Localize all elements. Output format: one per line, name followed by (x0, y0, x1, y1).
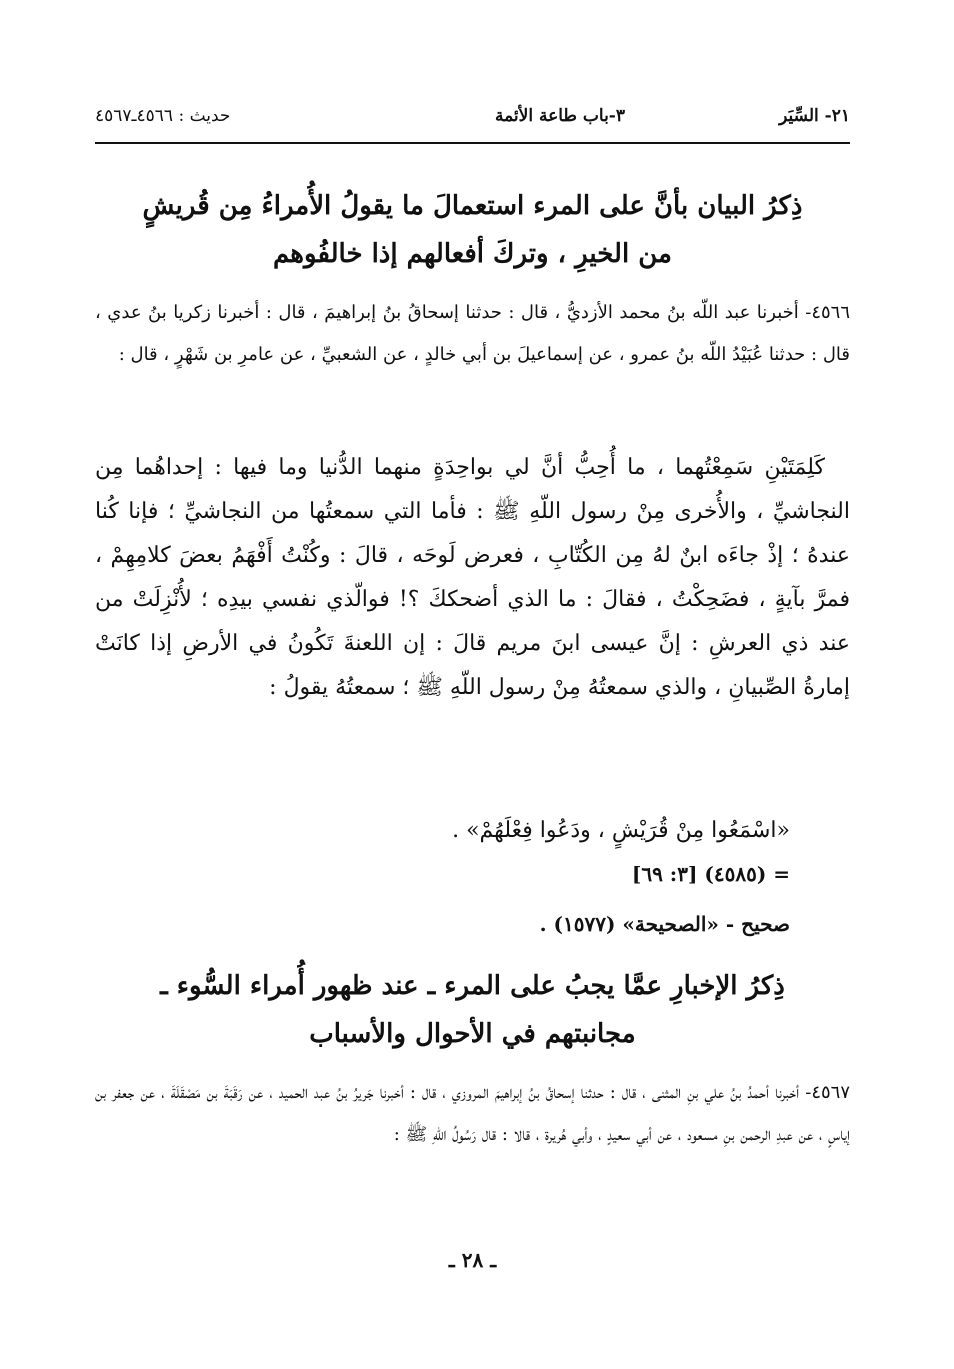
page-number: ـ ٢٨ ـ (448, 1248, 497, 1272)
hadith-range-label: حديث : ٤٥٦٦ـ٤٥٦٧ (95, 106, 231, 126)
prophetic-quote: «اسْمَعُوا مِنْ قُرَيْشٍ ، ودَعُوا فِعْلَهُمْ» . (452, 818, 790, 843)
header-rule (95, 142, 850, 144)
hadith-text: كَلِمَتَيْنِ سَمِعْتُهما ، ما أُحِبُّ أنَّ لي بواحِدَةٍ منهما الدُّنيا وما فيها : إحداهُما مِن النجاشيِّ ، والأُخرى مِنْ رسول اللّهِ ﷺ : فأما التي سمعتُها من النجاشيِّ ؛ فإنا كُنا عندهُ ؛ إذْ جاءَه ابنٌ لهُ مِن الكُتّابِ ، فعرض لَوحَه ، قالَ : وكُنْتُ أَفْهَمُ بعضَ كلامِهِمْ ، فمرَّ بآيةٍ ، فضَحِكْتُ ، فقالَ : ما الذي أضحككَ ؟! فوالّذي نفسي بيدِه ؛ لأُنْزِلَتْ من عند ذي العرشِ : إنَّ عيسى ابنَ مريم قالَ : إن اللعنةَ تَكُونُ في الأرضِ إذا كانَتْ إمارةُ الصِّبيانِ ، والذي سمعتُهُ مِنْ رسول اللّهِ ﷺ ؛ سمعتُهُ يقولُ : (95, 455, 850, 700)
book-section-label: ٢١- السِّيَر (779, 106, 850, 126)
section-title: ذِكرُ البيان بأنَّ على المرء استعمالَ ما يقولُ الأُمراءُ مِن قُريشٍ من الخيرِ ، وتركَ أفعالهم إذا خالفُوهم (142, 191, 803, 269)
hadith-grade: صحيح - «الصحيحة» (١٥٧٧) . (539, 912, 790, 936)
cross-reference: = (٤٥٨٥) [٣: ٦٩] (631, 862, 790, 886)
hadith-chain: ٤٥٦٦- أخبرنا عبد اللّه بنُ محمد الأزديُّ ، قال : حدثنا إسحاقُ بنُ إبراهيمَ ، قال : أخبرنا زكريا بنُ عدي ، قال : حدثنا عُبَيْدُ اللّه بنُ عمرو ، عن إسماعيلَ بن أبي خالدٍ ، عن الشعبيِّ ، عن عامرِ بن شَهْرٍ ، قال : (95, 302, 851, 365)
section-title: ذِكرُ الإخبارِ عمَّا يجبُ على المرء ـ عند ظهور أُمراء السُّوء ـ مجانبتهم في الأحوال والأسباب (160, 971, 785, 1049)
hadith-chain: ٤٥٦٧- أخبرنا أحمدُ بنُ علي بنِ المثنى ، قال : حدثنا إسحاقُ بنُ إبراهيمَ المروزي ، قال : أخبرنا جَريرُ بنُ عبد الحميد ، عن رَقَبَةَ بن مَصْقَلَةَ ، عن جعفر بن إياسٍ ، عن عبدِ الرحمن بنِ مسعود ، عن أبي سعيدٍ ، وأبي هُريرة ، قالا : قال رَسُولُ اللّهِ ﷺ : (95, 1082, 850, 1145)
chapter-label: ٣-باب طاعة الأئمة (494, 106, 625, 126)
running-header (95, 106, 850, 138)
